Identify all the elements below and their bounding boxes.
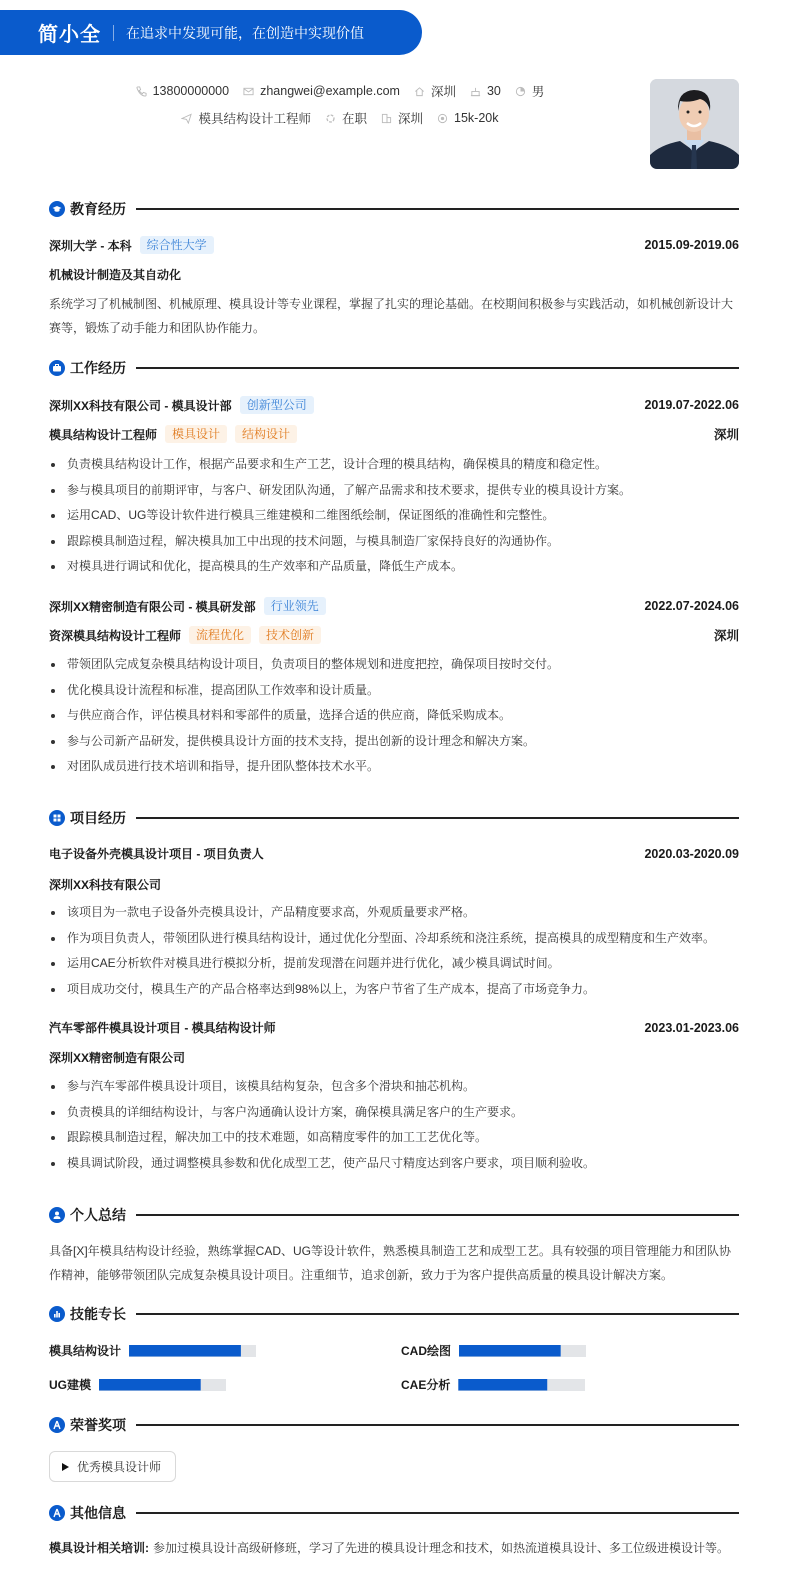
contact-expected-city: [381, 109, 423, 127]
gender-icon: [515, 86, 526, 97]
contact-salary: [437, 109, 498, 127]
award-item: [49, 1451, 176, 1482]
section-divider: [136, 1214, 739, 1216]
section-divider: [136, 1424, 739, 1426]
triangle-bullet-icon: [62, 1463, 69, 1471]
work-1-header: [49, 396, 739, 414]
email-value: zhangwei@example.com: [260, 84, 400, 98]
project-2-bullets: [49, 1074, 739, 1176]
list-item: 模具调试阶段，通过调整模具参数和优化成型工艺，使产品尺寸精度达到客户要求，项目顺利验收。: [49, 1151, 739, 1177]
job-title: 模具结构设计工程师: [49, 427, 158, 442]
section-title: 其他信息: [70, 1505, 126, 1521]
education-header: [49, 236, 739, 254]
skill-bar: [458, 1379, 585, 1391]
building-icon: [381, 113, 392, 124]
contact-gender: [515, 82, 545, 100]
contact-email: [243, 82, 400, 100]
salary-value: 15k-20k: [454, 111, 499, 125]
work-1-title-row: [49, 425, 739, 443]
section-projects: [49, 808, 739, 828]
section-education: [49, 199, 739, 219]
list-item: 运用CAE分析软件对模具进行模拟分析，提前发现潜在问题并进行优化，减少模具调试时间。: [49, 951, 739, 977]
salary-icon: [437, 113, 448, 124]
skill-bar-fill: [458, 1379, 547, 1391]
skill-item: [401, 1376, 585, 1393]
section-title: 教育经历: [70, 201, 126, 217]
work-1-bullets: [49, 452, 739, 580]
list-item: 该项目为一款电子设备外壳模具设计，产品精度要求高，外观质量要求严格。: [49, 900, 739, 926]
list-item: 项目成功交付，模具生产的产品合格率达到98%以上，为客户节省了生产成本，提高了市场竞争力。: [49, 977, 739, 1003]
contact-age: [470, 82, 501, 100]
list-item: 对模具进行调试和优化，提高模具的生产效率和产品质量，降低生产成本。: [49, 554, 739, 580]
project-2-company-row: [49, 1049, 739, 1066]
phone-value: 13800000000: [152, 84, 230, 98]
project-2-header: [49, 1019, 739, 1036]
education-date: 2015.09-2019.06: [644, 238, 739, 252]
divider: [113, 25, 114, 41]
project-1-company-row: [49, 876, 739, 893]
section-divider: [136, 817, 739, 819]
position-value: 模具结构设计工程师: [198, 112, 311, 126]
send-icon: [181, 113, 192, 124]
project-grid-icon: [49, 810, 65, 826]
list-item: 参与模具项目的前期评审，与客户、研发团队沟通，了解产品需求和技术要求，提供专业的模具设计方案。: [49, 478, 739, 504]
project-company: 深圳XX精密制造有限公司: [49, 1051, 186, 1065]
work-2-bullets: [49, 652, 739, 780]
school-name: 深圳大学 - 本科: [49, 238, 132, 253]
project-1-bullets: [49, 900, 739, 1002]
project-name: 汽车零部件模具设计项目 - 模具结构设计师: [49, 1021, 276, 1035]
project-1-header: [49, 845, 739, 862]
work-date: 2022.07-2024.06: [644, 599, 739, 613]
skill-bar-fill: [129, 1345, 241, 1357]
section-work: [49, 358, 739, 378]
list-item: 作为项目负责人，带领团队进行模具结构设计，通过优化分型面、冷却系统和浇注系统，提高模具的成型精度和生产效率。: [49, 926, 739, 952]
list-item: 参与公司新产品研发，提供模具设计方面的技术支持，提出创新的设计理念和解决方案。: [49, 729, 739, 755]
status-value: 在职: [342, 112, 368, 126]
skill-name: CAE分析: [401, 1378, 451, 1392]
section-other: [49, 1503, 739, 1523]
skill-item: [49, 1342, 256, 1359]
company-name: 深圳XX精密制造有限公司 - 模具研发部: [49, 599, 256, 614]
summary-text: 具备[X]年模具结构设计经验，熟练掌握CAD、UG等设计软件，熟悉模具制造工艺和成型工艺。具有较强的项目管理能力和团队协作精神，能够带领团队完成复杂模具设计项目。注重细节，追求创新，致力于为客户提供高质量的模具设计解决方案。: [49, 1244, 732, 1282]
company-tag: 创新型公司: [240, 396, 314, 414]
skill-bar: [99, 1379, 226, 1391]
skill-name: 模具结构设计: [49, 1344, 122, 1358]
section-title: 项目经历: [70, 810, 126, 826]
status-icon: [325, 113, 336, 124]
list-item: 与供应商合作，评估模具材料和零部件的质量，选择合适的供应商，降低采购成本。: [49, 703, 739, 729]
section-divider: [136, 1313, 739, 1315]
section-title: 工作经历: [70, 360, 126, 376]
award-label: 优秀模具设计师: [77, 1460, 162, 1474]
job-tag: 结构设计: [235, 425, 297, 443]
education-major-row: [49, 266, 739, 283]
list-item: 带领团队完成复杂模具结构设计项目，负责项目的整体规划和进度把控，确保项目按时交付。: [49, 652, 739, 678]
home-icon: [414, 86, 425, 97]
job-tag: 模具设计: [165, 425, 227, 443]
other-text: 参加过模具设计高级研修班，学习了先进的模具设计理念和技术，如热流道模具设计、多工位级进模设计等。: [153, 1541, 730, 1555]
graduation-cap-icon: [49, 201, 65, 217]
school-tag: 综合性大学: [140, 236, 214, 254]
section-skills: [49, 1304, 739, 1324]
bar-chart-icon: [49, 1306, 65, 1322]
candidate-name: 简小全: [38, 24, 101, 46]
profile-photo: [650, 79, 739, 169]
list-item: 参与汽车零部件模具设计项目，该模具结构复杂，包含多个滑块和抽芯机构。: [49, 1074, 739, 1100]
work-2-header: [49, 597, 739, 615]
skill-name: CAD绘图: [401, 1344, 451, 1358]
award-icon: [49, 1417, 65, 1433]
info-icon: [49, 1505, 65, 1521]
gender-value: 男: [531, 85, 545, 99]
header-banner: [0, 10, 422, 55]
person-icon: [49, 1207, 65, 1223]
phone-icon: [136, 86, 147, 97]
skill-name: UG建模: [49, 1378, 92, 1392]
job-location: 深圳: [713, 629, 739, 643]
section-divider: [136, 208, 739, 210]
company-name: 深圳XX科技有限公司 - 模具设计部: [49, 398, 232, 413]
contact-phone: [136, 82, 229, 100]
list-item: 跟踪模具制造过程，解决加工中的技术难题，如高精度零件的加工工艺优化等。: [49, 1125, 739, 1151]
job-title: 资深模具结构设计工程师: [49, 628, 182, 643]
section-divider: [136, 1512, 739, 1514]
expected-city-value: 深圳: [398, 112, 424, 126]
other-label: 模具设计相关培训:: [49, 1541, 149, 1555]
age-value: 30: [486, 84, 501, 98]
list-item: 负责模具的详细结构设计，与客户沟通确认设计方案，确保模具满足客户的生产要求。: [49, 1100, 739, 1126]
job-location: 深圳: [713, 428, 739, 442]
skill-bar-fill: [459, 1345, 561, 1357]
section-summary: [49, 1205, 739, 1225]
company-tag: 行业领先: [264, 597, 326, 615]
list-item: 跟踪模具制造过程，解决模具加工中出现的技术问题，与模具制造厂家保持良好的沟通协作。: [49, 529, 739, 555]
job-tag: 流程优化: [189, 626, 251, 644]
project-name: 电子设备外壳模具设计项目 - 项目负责人: [49, 847, 264, 861]
skill-bar: [129, 1345, 256, 1357]
city-value: 深圳: [430, 85, 456, 99]
contact-row-1: [0, 82, 680, 100]
contact-city: [414, 82, 456, 100]
contact-row-2: [0, 109, 680, 127]
skill-item: [49, 1376, 226, 1393]
section-awards: [49, 1415, 739, 1435]
section-divider: [136, 367, 739, 369]
education-description: 系统学习了机械制图、机械原理、模具设计等专业课程，掌握了扎实的理论基础。在校期间积极参与实践活动，如机械创新设计大赛等，锻炼了动手能力和团队协作能力。: [49, 297, 734, 335]
briefcase-icon: [49, 360, 65, 376]
skill-bar-fill: [99, 1379, 201, 1391]
skill-item: [401, 1342, 586, 1359]
contact-position: [181, 109, 311, 127]
job-tag: 技术创新: [259, 626, 321, 644]
section-title: 荣誉奖项: [70, 1417, 126, 1433]
project-date: 2023.01-2023.06: [644, 1020, 739, 1035]
project-date: 2020.03-2020.09: [644, 846, 739, 861]
other-info-row: [49, 1539, 739, 1556]
skill-bar: [459, 1345, 586, 1357]
motto: 在追求中发现可能，在创造中实现价值: [126, 24, 364, 41]
section-title: 技能专长: [70, 1306, 126, 1322]
cake-icon: [470, 86, 481, 97]
work-date: 2019.07-2022.06: [644, 398, 739, 412]
section-title: 个人总结: [70, 1207, 126, 1223]
list-item: 优化模具设计流程和标准，提高团队工作效率和设计质量。: [49, 678, 739, 704]
major: 机械设计制造及其自动化: [49, 268, 182, 282]
list-item: 负责模具结构设计工作，根据产品要求和生产工艺，设计合理的模具结构，确保模具的精度和稳定性。: [49, 452, 739, 478]
project-company: 深圳XX科技有限公司: [49, 878, 162, 892]
list-item: 运用CAD、UG等设计软件进行模具三维建模和二维图纸绘制，保证图纸的准确性和完整性。: [49, 503, 739, 529]
mail-icon: [243, 86, 254, 97]
work-2-title-row: [49, 626, 739, 644]
list-item: 对团队成员进行技术培训和指导，提升团队整体技术水平。: [49, 754, 739, 780]
contact-status: [325, 109, 367, 127]
